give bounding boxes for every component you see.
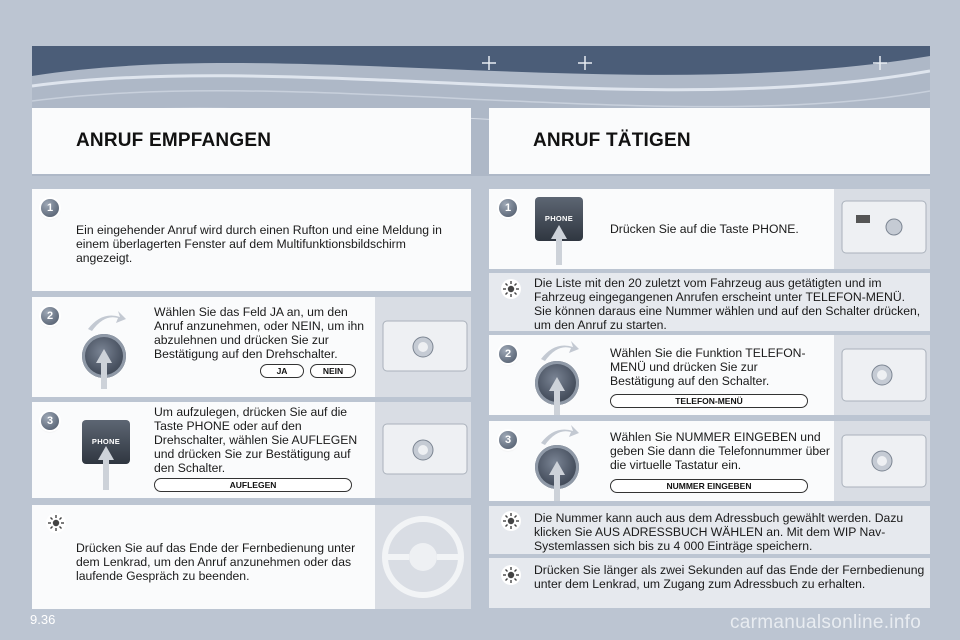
page-number: 9.36 bbox=[30, 612, 56, 627]
step-number-badge: 2 bbox=[41, 307, 59, 325]
right-tip-3-text: Drücken Sie länger als zwei Sekunden auf das Ende der Fernbedienung unter dem Lenkrad, um Zugang zum Adressbuch zu erhalten. bbox=[534, 563, 925, 591]
left-step-1-text: Ein eingehender Anruf wird durch einen Rufton und eine Meldung in einem überlagerten Fenster auf dem Multifunktionsbildschirm angezeigt. bbox=[76, 223, 442, 265]
press-arrow-icon bbox=[94, 349, 114, 389]
left-tip bbox=[32, 505, 471, 609]
lightbulb-icon bbox=[501, 565, 521, 585]
press-arrow-icon bbox=[549, 225, 569, 265]
steering-wheel-image bbox=[375, 505, 471, 609]
step-number-badge: 1 bbox=[499, 199, 517, 217]
step-number-badge: 2 bbox=[499, 345, 517, 363]
phone-button-icon: PHONE bbox=[535, 197, 583, 241]
radio-panel-illustration bbox=[375, 402, 471, 498]
right-tip-2-text: Die Nummer kann auch aus dem Adressbuch gewählt werden. Dazu klicken Sie AUS ADRESSBUCH WÄHLEN an. Mit dem WIP Nav-Systemlassen sich bis zu 4 000 Einträge speichern. bbox=[534, 511, 904, 553]
press-arrow-icon bbox=[96, 446, 116, 490]
left-step-2 bbox=[32, 297, 471, 397]
right-step-2 bbox=[489, 335, 930, 415]
telefon-menu-button[interactable]: TELEFON-MENÜ bbox=[610, 394, 808, 408]
ja-button[interactable]: JA bbox=[260, 364, 304, 378]
watermark: carmanualsonline.info bbox=[730, 612, 922, 633]
lightbulb-icon bbox=[501, 511, 521, 531]
step-number-badge: 3 bbox=[499, 431, 517, 449]
right-tip-1-text: Die Liste mit den 20 zuletzt vom Fahrzeug aus getätigten und im Fahrzeug eingegangenen Anrufen erscheint unter TELEFON-MENÜ. Sie können daraus eine Nummer wählen und auf den Schalter drücken, um den Anruf zu starten. bbox=[534, 276, 921, 332]
right-title-panel bbox=[489, 108, 930, 174]
radio-panel-illustration bbox=[375, 297, 471, 397]
right-tip-1 bbox=[489, 273, 930, 331]
rotate-arrow-icon bbox=[537, 339, 581, 363]
tip-icon bbox=[501, 565, 521, 585]
radio-panel-illustration bbox=[834, 421, 930, 501]
step-number-badge: 1 bbox=[41, 199, 59, 217]
rotate-arrow-icon bbox=[537, 423, 581, 447]
phone-button-icon: PHONE bbox=[82, 420, 130, 464]
left-step-1 bbox=[32, 189, 471, 291]
right-tip-3 bbox=[489, 558, 930, 608]
step-number-badge: 3 bbox=[41, 412, 59, 430]
left-title: ANRUF EMPFANGEN bbox=[76, 130, 272, 151]
radio-unit-image bbox=[834, 189, 930, 269]
nein-button[interactable]: NEIN bbox=[310, 364, 356, 378]
left-step-3-text: Um aufzulegen, drücken Sie auf die Taste PHONE oder auf den Drehschalter, wählen Sie AUFLEGEN und drücken Sie zur Bestätigung auf den Schalter. bbox=[154, 405, 358, 475]
rotate-arrow-icon bbox=[84, 309, 128, 333]
nummer-eingeben-button[interactable]: NUMMER EINGEBEN bbox=[610, 479, 808, 493]
radio-unit-image bbox=[834, 421, 930, 501]
auflegen-button[interactable]: AUFLEGEN bbox=[154, 478, 352, 492]
radio-panel-illustration bbox=[834, 335, 930, 415]
right-tip-2 bbox=[489, 506, 930, 554]
tip-icon bbox=[46, 513, 66, 533]
right-step-1-text: Drücken Sie auf die Taste PHONE. bbox=[610, 222, 799, 236]
press-arrow-icon bbox=[547, 461, 567, 501]
left-title-panel bbox=[32, 108, 471, 174]
tip-icon bbox=[501, 279, 521, 299]
right-step-3-text: Wählen Sie NUMMER EINGEBEN und geben Sie dann die Telefonnummer über die virtuelle Tastatur ein. bbox=[610, 430, 830, 472]
press-arrow-icon bbox=[547, 377, 567, 415]
radio-unit-image bbox=[375, 297, 471, 397]
radio-panel-illustration bbox=[834, 189, 930, 269]
tip-icon bbox=[501, 511, 521, 531]
right-step-3 bbox=[489, 421, 930, 501]
radio-unit-image bbox=[834, 335, 930, 415]
lightbulb-icon bbox=[46, 513, 66, 533]
steering-wheel-illustration bbox=[375, 505, 471, 609]
right-step-1 bbox=[489, 189, 930, 269]
left-tip-text: Drücken Sie auf das Ende der Fernbedienung unter dem Lenkrad, um den Anruf anzunehmen oder das laufende Gespräch zu beenden. bbox=[76, 541, 356, 583]
right-step-2-text: Wählen Sie die Funktion TELEFON-MENÜ und drücken Sie zur Bestätigung auf den Schalter. bbox=[610, 346, 806, 388]
radio-unit-image bbox=[375, 402, 471, 498]
lightbulb-icon bbox=[501, 279, 521, 299]
left-step-2-text: Wählen Sie das Feld JA an, um den Anruf anzunehmen, oder NEIN, um ihn abzulehnen und drücken Sie zur Bestätigung auf den Drehschalter. bbox=[154, 305, 365, 361]
right-title: ANRUF TÄTIGEN bbox=[533, 130, 691, 151]
left-step-3 bbox=[32, 402, 471, 498]
